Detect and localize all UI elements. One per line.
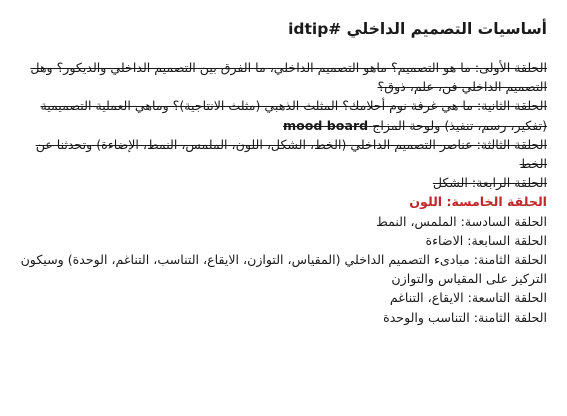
episode-text: الحلقة الرابعة: الشكل [432, 175, 547, 191]
episode-item [14, 308, 547, 327]
episode-item [14, 135, 547, 173]
episode-text: الحلقة الأولى: ما هو التصميم؟ ماهو التصميم الداخلي، ما الفرق بين التصميم الداخلي والديكور؟ وهل التصميم الداخلي فن، علم، ذوق؟ [30, 60, 547, 95]
episode-item [14, 212, 547, 231]
episode-text: الحلقة السادسة: الملمس، النمط [376, 213, 547, 229]
episode-text: الحلقة التاسعة: الايقاع، التناغم [389, 290, 547, 306]
episode-text: الحلقة الثالثة: عناصر التصميم الداخلي (الخط، الشكل، اللون، الملمس، النمط، الإضاءة) وتحدثنا عن الخط [35, 136, 547, 172]
episode-item [14, 58, 547, 96]
episode-item [14, 173, 547, 192]
episode-text: الحلقة الخامسة: اللون [409, 194, 547, 210]
episode-text: الحلقة السابعة: الاضاءة [425, 232, 547, 248]
episode-item [14, 250, 547, 288]
slide-title: أساسيات التصميم الداخلي #idtip [288, 20, 547, 38]
episode-item [14, 288, 547, 307]
episode-text: الحلقة الثامنة: التناسب والوحدة [383, 309, 547, 325]
episode-extra: mood board [282, 117, 369, 133]
episode-item [14, 231, 547, 250]
episode-text: الحلقة الثانية: ما هي غرفة نوم أحلامك؟ المثلث الذهبي (مثلث الانتاجية)؟ وماهي العملية التصميمية (تفكير، رسم، تنفيذ) ولوحة المزاج [40, 98, 547, 133]
episode-item [14, 96, 547, 134]
episode-list [14, 58, 553, 327]
episode-item [14, 192, 547, 211]
episode-text: الحلقة الثامنة: مبادىء التصميم الداخلي (المقياس، التوازن، الايقاع، التناسب، التناغم، الوحدة) وسيكون التركيز على المقياس والتوازن [20, 252, 547, 287]
